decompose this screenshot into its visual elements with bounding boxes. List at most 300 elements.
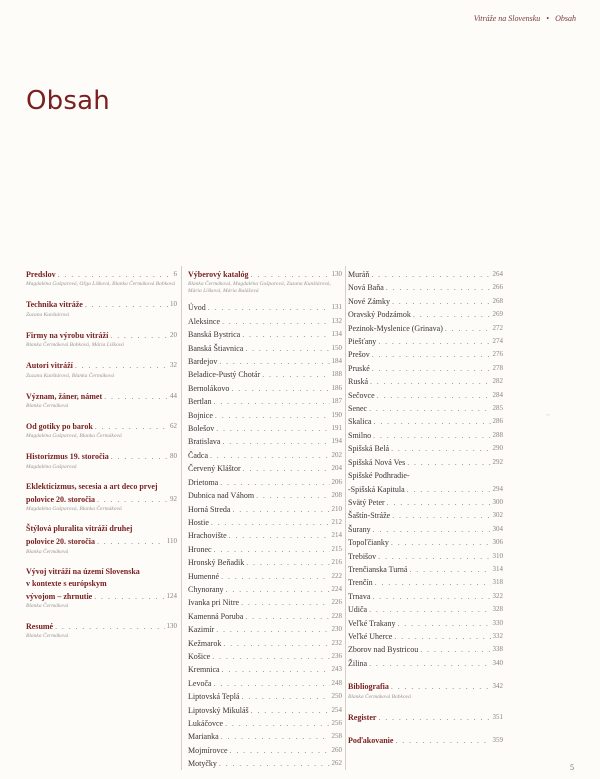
toc-page-number: 226 bbox=[331, 598, 342, 607]
toc-leader-dots bbox=[214, 543, 330, 556]
toc-page-number: 359 bbox=[492, 736, 503, 744]
toc-entry[interactable] bbox=[348, 389, 503, 402]
toc-entry-label: Spišská Belá bbox=[348, 444, 390, 454]
toc-leader-dots bbox=[374, 415, 491, 428]
toc-entry-label: Úvod bbox=[188, 303, 206, 313]
toc-entry-label: Levoča bbox=[188, 678, 212, 688]
toc-leader-dots bbox=[220, 476, 329, 489]
toc-entry-continued[interactable]: Spišské Podhradie- bbox=[348, 471, 410, 481]
toc-page-number: 322 bbox=[492, 591, 503, 600]
toc-page-number: 292 bbox=[492, 457, 503, 466]
toc-leader-dots bbox=[391, 442, 490, 455]
toc-page-number: 250 bbox=[331, 692, 342, 701]
toc-entry[interactable] bbox=[348, 375, 503, 388]
toc-entry[interactable] bbox=[348, 456, 503, 469]
toc-entry-label: Dubnica nad Váhom bbox=[188, 491, 255, 501]
toc-entry-label: Hronský Beňadik bbox=[188, 558, 245, 568]
toc-leader-dots bbox=[223, 637, 329, 650]
toc-entry-label: Pezinok-Myslenice (Grinava) bbox=[348, 323, 443, 333]
toc-entry-label: Udiča bbox=[348, 605, 368, 615]
toc-page-number: 224 bbox=[331, 584, 342, 593]
toc-leader-dots bbox=[392, 509, 490, 522]
toc-leader-dots bbox=[219, 355, 329, 368]
toc-entry[interactable] bbox=[348, 402, 503, 415]
toc-page-number: 212 bbox=[331, 517, 342, 526]
toc-leader-dots bbox=[222, 315, 330, 328]
toc-entry-label: Šaštín-Stráže bbox=[348, 511, 391, 521]
toc-leader-dots bbox=[245, 610, 329, 623]
toc-entry-label: Košice bbox=[188, 651, 211, 661]
toc-entry[interactable] bbox=[348, 630, 503, 643]
column-divider bbox=[345, 266, 346, 770]
toc-chapter-title-line: Vývoj vitráží na území Slovenska bbox=[26, 566, 140, 576]
toc-entry-label: Veľké Trakany bbox=[348, 618, 396, 628]
toc-page-number: 262 bbox=[331, 759, 342, 768]
toc-page-number: 204 bbox=[331, 464, 342, 473]
toc-entry[interactable] bbox=[348, 322, 503, 335]
toc-entry[interactable] bbox=[188, 368, 342, 381]
toc-leader-dots bbox=[407, 483, 491, 496]
toc-entry[interactable] bbox=[188, 744, 342, 757]
toc-page-number: 215 bbox=[331, 544, 342, 553]
toc-leader-dots bbox=[212, 650, 329, 663]
toc-leader-dots bbox=[97, 493, 168, 506]
toc-entry[interactable] bbox=[348, 281, 503, 294]
toc-entry[interactable] bbox=[188, 355, 342, 368]
toc-leader-dots bbox=[256, 489, 329, 502]
spacer bbox=[348, 670, 503, 680]
toc-entry-label: Oravský Podzámok bbox=[348, 310, 411, 320]
toc-leader-dots bbox=[372, 590, 490, 603]
toc-leader-dots bbox=[246, 556, 329, 569]
toc-page-number: 150 bbox=[331, 343, 342, 352]
toc-leader-dots bbox=[111, 450, 168, 463]
toc-entry[interactable] bbox=[188, 449, 342, 462]
toc-page-number: 306 bbox=[492, 538, 503, 547]
toc-page-number: 272 bbox=[492, 323, 503, 332]
toc-entry[interactable] bbox=[26, 390, 177, 403]
toc-entry-label: Liptovská Teplá bbox=[188, 692, 240, 702]
toc-entry-label: Lukáčovce bbox=[188, 719, 224, 728]
toc-leader-dots bbox=[216, 623, 329, 636]
toc-entry-label: polovice 20. storočia bbox=[26, 537, 95, 547]
toc-leader-dots bbox=[208, 301, 330, 314]
toc-page-number: 288 bbox=[492, 430, 503, 439]
toc-page-number: 314 bbox=[492, 564, 503, 573]
toc-entry-label: Predslov bbox=[26, 270, 56, 279]
toc-entry-label: Bolešov bbox=[188, 424, 215, 434]
toc-entry[interactable] bbox=[348, 617, 503, 630]
toc-page-number: 338 bbox=[492, 645, 503, 654]
toc-entry[interactable] bbox=[348, 711, 503, 724]
toc-entry-label: Svätý Peter bbox=[348, 497, 385, 507]
spacer bbox=[348, 701, 503, 711]
toc-entry-label: Bertlan bbox=[188, 397, 212, 407]
toc-entry[interactable] bbox=[188, 717, 342, 730]
toc-page-number: 130 bbox=[331, 270, 342, 278]
toc-page-number: 190 bbox=[331, 410, 342, 419]
toc-entry[interactable] bbox=[188, 704, 342, 717]
toc-page-number: 214 bbox=[331, 531, 342, 540]
toc-entry[interactable] bbox=[188, 462, 342, 475]
toc-entry-label: Technika vitráže bbox=[26, 300, 83, 310]
toc-page-number: 20 bbox=[170, 330, 177, 339]
toc-entry[interactable] bbox=[188, 476, 342, 489]
toc-entry-label: Kazimír bbox=[188, 625, 215, 635]
toc-entry[interactable] bbox=[348, 415, 503, 428]
toc-entry[interactable] bbox=[348, 657, 503, 670]
toc-entry[interactable] bbox=[188, 543, 342, 556]
toc-entry-label: Šurany bbox=[348, 524, 371, 534]
toc-leader-dots bbox=[215, 409, 330, 422]
toc-entry-label: Bojnice bbox=[188, 410, 213, 420]
toc-entry[interactable] bbox=[188, 570, 342, 583]
toc-chapter bbox=[348, 734, 503, 747]
toc-entry[interactable] bbox=[348, 680, 503, 693]
toc-chapter bbox=[26, 481, 177, 513]
toc-entry-label: -Spišská Kapitula bbox=[348, 484, 405, 494]
toc-leader-dots bbox=[231, 382, 329, 395]
toc-page-number: 328 bbox=[492, 605, 503, 614]
toc-entry[interactable] bbox=[26, 450, 177, 463]
toc-page-number: 187 bbox=[331, 397, 342, 406]
toc-entry[interactable] bbox=[188, 503, 342, 516]
toc-leader-dots bbox=[372, 348, 491, 361]
toc-entry[interactable] bbox=[26, 298, 177, 311]
toc-page-number: 232 bbox=[331, 638, 342, 647]
toc-entry-label: Poďakovanie bbox=[348, 736, 394, 745]
toc-entry-label: Pruské bbox=[348, 363, 370, 373]
toc-page-number: 278 bbox=[492, 363, 503, 372]
toc-chapter bbox=[26, 329, 177, 349]
toc-entry[interactable] bbox=[348, 268, 503, 281]
toc-entry[interactable] bbox=[188, 529, 342, 542]
toc-entry-authors: Magdaléna Gašparová bbox=[26, 463, 77, 470]
toc-page-number: 80 bbox=[170, 452, 177, 461]
toc-leader-dots bbox=[397, 617, 490, 630]
toc-page-number: 300 bbox=[492, 497, 503, 506]
toc-entry-label: Trebišov bbox=[348, 551, 377, 561]
page-number: 5 bbox=[570, 763, 574, 772]
toc-chapter-title-line: Eklekticizmus, secesia a art deco prvej bbox=[26, 481, 158, 491]
toc-chapter bbox=[26, 620, 177, 640]
toc-entry[interactable] bbox=[348, 509, 503, 522]
column-divider bbox=[181, 266, 182, 770]
toc-entry[interactable] bbox=[188, 342, 342, 355]
toc-page-number: 32 bbox=[170, 361, 177, 370]
toc-leader-dots bbox=[386, 281, 491, 294]
toc-entry[interactable] bbox=[188, 583, 342, 596]
toc-page-number: 236 bbox=[331, 651, 342, 660]
toc-page-number: 254 bbox=[331, 705, 342, 714]
header-separator: • bbox=[546, 14, 550, 23]
toc-entry-label: Bratislava bbox=[188, 437, 221, 447]
toc-entry[interactable] bbox=[26, 359, 177, 372]
toc-entry-label: Trnava bbox=[348, 591, 371, 601]
page-title: Obsah bbox=[26, 86, 110, 116]
toc-entry-label: vývojom – zhrnutie bbox=[26, 591, 93, 601]
toc-entry-label: Hrachovište bbox=[188, 531, 227, 541]
toc-page-number: 10 bbox=[170, 300, 177, 309]
toc-entry-label: Motyčky bbox=[188, 759, 217, 769]
toc-page-number: 243 bbox=[331, 665, 342, 674]
toc-leader-dots bbox=[369, 402, 490, 415]
toc-page-number: 269 bbox=[492, 310, 503, 319]
toc-entry-label: Ruská bbox=[348, 377, 368, 387]
toc-leader-dots bbox=[373, 523, 491, 536]
toc-leader-dots bbox=[242, 690, 330, 703]
toc-entry[interactable] bbox=[188, 730, 342, 743]
toc-page-number: 132 bbox=[331, 316, 342, 325]
toc-page-number: 188 bbox=[331, 370, 342, 379]
toc-page-number: 256 bbox=[331, 719, 342, 727]
toc-leader-dots bbox=[395, 734, 490, 747]
toc-page-number: 258 bbox=[331, 732, 342, 741]
toc-entry[interactable] bbox=[348, 483, 503, 496]
toc-entry-authors: Blanka Čermáková bbox=[26, 548, 69, 555]
toc-entry[interactable] bbox=[188, 382, 342, 395]
toc-entry-authors: Zuzana Kunštárová bbox=[26, 311, 70, 318]
toc-leader-dots bbox=[413, 308, 491, 321]
toc-page-number: 124 bbox=[166, 591, 177, 600]
toc-entry[interactable] bbox=[348, 496, 503, 509]
toc-entry[interactable] bbox=[348, 536, 503, 549]
toc-entry-label: Nové Zámky bbox=[348, 296, 390, 306]
toc-entry-label: Firmy na výrobu vitráží bbox=[26, 330, 109, 340]
toc-leader-dots bbox=[407, 456, 490, 469]
toc-entry-authors: Blanka Čermáková, Magdaléna Gašparová, Zuzana Kunštárová, Mária Lišková, Mária Balážová bbox=[188, 281, 331, 295]
toc-entry[interactable] bbox=[348, 576, 503, 589]
toc-entry-label: Piešťany bbox=[348, 337, 377, 347]
toc-entry[interactable] bbox=[188, 677, 342, 690]
toc-entry-label: Trenčianska Turná bbox=[348, 564, 408, 574]
toc-page-number: 340 bbox=[492, 658, 503, 667]
toc-entry-label: Hostie bbox=[188, 517, 209, 527]
toc-leader-dots bbox=[214, 395, 330, 408]
toc-page-number: 266 bbox=[492, 283, 503, 292]
toc-entry[interactable] bbox=[348, 523, 503, 536]
toc-leader-dots bbox=[222, 435, 329, 448]
toc-entry-label: Resumé bbox=[26, 622, 54, 632]
toc-entry-label: Hronec bbox=[188, 544, 212, 554]
toc-entry[interactable] bbox=[188, 489, 342, 502]
toc-leader-dots bbox=[378, 711, 490, 724]
toc-entry[interactable] bbox=[26, 620, 177, 633]
toc-entry[interactable] bbox=[188, 395, 342, 408]
toc-entry-label: Senec bbox=[348, 404, 368, 414]
toc-leader-dots bbox=[243, 462, 330, 475]
toc-entry-label: Bernolákovo bbox=[188, 383, 230, 393]
toc-leader-dots bbox=[214, 677, 330, 690]
toc-entry[interactable] bbox=[188, 315, 342, 328]
toc-entry[interactable] bbox=[188, 610, 342, 623]
toc-leader-dots bbox=[371, 268, 490, 281]
toc-entry-label: Marianka bbox=[188, 732, 219, 742]
toc-leader-dots bbox=[55, 620, 164, 633]
toc-page-number: 330 bbox=[492, 618, 503, 627]
toc-entry[interactable] bbox=[348, 429, 503, 442]
toc-page-number: 216 bbox=[331, 558, 342, 567]
toc-entry-label: Trenčín bbox=[348, 578, 373, 588]
toc-page-number: 264 bbox=[492, 270, 503, 278]
toc-page-number: 222 bbox=[331, 571, 342, 580]
toc-leader-dots bbox=[378, 335, 490, 348]
toc-leader-dots bbox=[58, 268, 172, 281]
toc-entry-label: Od gotiky po barok bbox=[26, 422, 93, 432]
toc-leader-dots bbox=[251, 704, 330, 717]
toc-entry[interactable] bbox=[26, 535, 177, 548]
toc-leader-dots bbox=[85, 298, 168, 311]
toc-entry[interactable] bbox=[188, 516, 342, 529]
toc-leader-dots bbox=[369, 603, 490, 616]
toc-leader-dots bbox=[387, 496, 491, 509]
toc-entry[interactable] bbox=[188, 556, 342, 569]
toc-leader-dots bbox=[210, 449, 330, 462]
toc-leader-dots bbox=[445, 322, 491, 335]
toc-entry-label: Sečovce bbox=[348, 390, 375, 400]
toc-page-number: 318 bbox=[492, 578, 503, 587]
toc-leader-dots bbox=[369, 657, 490, 670]
toc-page-number: 248 bbox=[331, 678, 342, 687]
toc-entry[interactable] bbox=[348, 295, 503, 308]
toc-entry[interactable] bbox=[188, 409, 342, 422]
toc-entry[interactable] bbox=[188, 650, 342, 663]
toc-entry[interactable] bbox=[348, 442, 503, 455]
toc-chapter-title-line: Štýlová pluralita vitráží druhej bbox=[26, 524, 133, 534]
toc-entry[interactable] bbox=[348, 643, 503, 656]
toc-leader-dots bbox=[394, 630, 490, 643]
toc-leader-dots bbox=[95, 420, 168, 433]
toc-entry-label: Register bbox=[348, 712, 377, 722]
toc-chapter bbox=[348, 711, 503, 724]
toc-entry-label: Topoľčianky bbox=[348, 538, 389, 548]
toc-entry-label: Muráň bbox=[348, 270, 370, 279]
toc-entry[interactable] bbox=[188, 301, 342, 314]
toc-chapter bbox=[348, 680, 503, 700]
toc-page-number: 210 bbox=[331, 504, 342, 513]
toc-page-number: 202 bbox=[331, 450, 342, 459]
toc-entry-label: Kežmarok bbox=[188, 638, 222, 648]
toc-page-number: 302 bbox=[492, 511, 503, 520]
toc-leader-dots bbox=[377, 389, 491, 402]
toc-entry[interactable] bbox=[188, 268, 342, 281]
toc-leader-dots bbox=[221, 570, 329, 583]
toc-page-number: 285 bbox=[492, 404, 503, 413]
toc-leader-dots bbox=[378, 550, 490, 563]
toc-entry[interactable] bbox=[188, 663, 342, 676]
toc-page-number: 304 bbox=[492, 524, 503, 533]
toc-leader-dots bbox=[232, 503, 329, 516]
toc-leader-dots bbox=[262, 368, 329, 381]
toc-entry[interactable] bbox=[26, 493, 177, 506]
toc-entry-label: Aleksince bbox=[188, 316, 220, 326]
toc-leader-dots bbox=[225, 717, 329, 730]
toc-chapter bbox=[26, 420, 177, 440]
toc-page-number: 332 bbox=[492, 631, 503, 640]
toc-leader-dots bbox=[242, 328, 329, 341]
toc-leader-dots bbox=[75, 359, 168, 372]
toc-entry[interactable] bbox=[348, 362, 503, 375]
toc-page-number: 310 bbox=[492, 551, 503, 560]
spacer bbox=[348, 724, 503, 734]
toc-column-catalog-continued bbox=[348, 268, 503, 747]
toc-entry[interactable] bbox=[188, 422, 342, 435]
toc-entry-label: Bardejov bbox=[188, 357, 218, 367]
toc-leader-dots bbox=[211, 516, 330, 529]
toc-chapter bbox=[26, 268, 177, 288]
toc-entry-label: Humenné bbox=[188, 571, 220, 581]
toc-entry[interactable] bbox=[188, 637, 342, 650]
toc-entry[interactable] bbox=[348, 308, 503, 321]
toc-entry[interactable] bbox=[348, 590, 503, 603]
toc-entry[interactable] bbox=[348, 734, 503, 747]
toc-entry[interactable] bbox=[188, 757, 342, 770]
toc-entry[interactable] bbox=[26, 420, 177, 433]
toc-entry[interactable] bbox=[348, 335, 503, 348]
toc-entry-label: Červený Kláštor bbox=[188, 464, 241, 474]
toc-leader-dots bbox=[94, 590, 164, 603]
toc-leader-dots bbox=[392, 295, 491, 308]
toc-entry[interactable] bbox=[188, 435, 342, 448]
toc-page-number: 206 bbox=[331, 477, 342, 486]
toc-page-number: 290 bbox=[492, 444, 503, 453]
toc-leader-dots bbox=[104, 390, 168, 403]
toc-entry[interactable] bbox=[188, 596, 342, 609]
toc-entry[interactable] bbox=[348, 550, 503, 563]
toc-entry-label: Banská Štiavnica bbox=[188, 343, 244, 353]
header-book-title: Vitráže na Slovensku bbox=[473, 14, 541, 23]
toc-leader-dots bbox=[230, 744, 330, 757]
toc-leader-dots bbox=[110, 329, 168, 342]
toc-page-number: 44 bbox=[170, 391, 177, 400]
toc-entry[interactable] bbox=[26, 590, 177, 603]
toc-chapter bbox=[26, 523, 177, 555]
toc-entry-label: Zborov nad Bystricou bbox=[348, 645, 419, 655]
toc-entry-label: Drietoma bbox=[188, 477, 219, 487]
toc-column-catalog bbox=[188, 268, 342, 771]
toc-entry-label: Ivanka pri Nitre bbox=[188, 598, 240, 608]
toc-leader-dots bbox=[241, 596, 329, 609]
toc-entry[interactable] bbox=[348, 563, 503, 576]
toc-entry[interactable] bbox=[188, 623, 342, 636]
toc-entry-authors: Magdaléna Gašparová, Blanka Čermáková bbox=[26, 433, 122, 440]
toc-entry-authors: Blanka Čermáková bbox=[26, 633, 69, 640]
toc-entry[interactable] bbox=[188, 690, 342, 703]
toc-chapter bbox=[26, 566, 177, 610]
toc-leader-dots bbox=[373, 429, 490, 442]
toc-leader-dots bbox=[222, 663, 330, 676]
toc-page-number: 286 bbox=[492, 417, 503, 426]
toc-page-number: 230 bbox=[331, 625, 342, 634]
toc-entry[interactable] bbox=[26, 329, 177, 342]
toc-entry[interactable] bbox=[26, 268, 177, 281]
toc-entry-authors: Blanka Čermáková Bobková, Mária Lišková bbox=[26, 342, 124, 349]
toc-entry[interactable] bbox=[188, 328, 342, 341]
toc-leader-dots bbox=[226, 583, 330, 596]
toc-leader-dots bbox=[219, 757, 330, 770]
toc-entry-authors: Blanka Čermáková bbox=[26, 403, 69, 410]
toc-entry-label: Výberový katalóg bbox=[188, 270, 249, 279]
toc-leader-dots bbox=[251, 268, 330, 281]
toc-entry-label: Bibliografia bbox=[348, 682, 389, 692]
toc-entry[interactable] bbox=[348, 348, 503, 361]
toc-page-number: 134 bbox=[331, 330, 342, 339]
toc-leader-dots bbox=[97, 535, 165, 548]
toc-entry-authors: Blanka Čermáková bbox=[26, 603, 69, 610]
toc-page-number: 351 bbox=[492, 712, 503, 721]
toc-page-number: 186 bbox=[331, 383, 342, 392]
toc-entry[interactable] bbox=[348, 603, 503, 616]
